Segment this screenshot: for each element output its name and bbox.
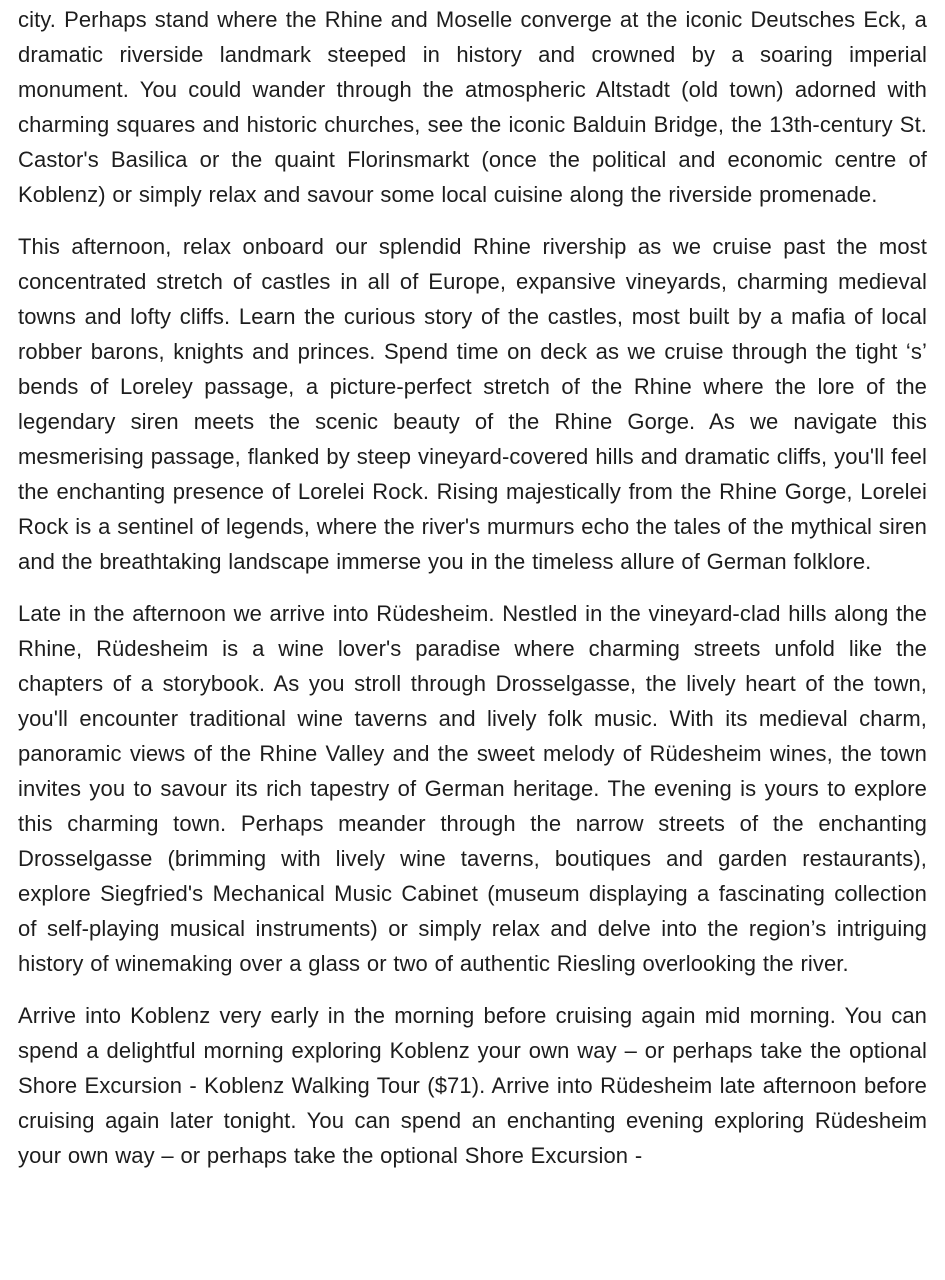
paragraph-koblenz-sights: city. Perhaps stand where the Rhine and Moselle converge at the iconic Deutsches Eck, a dramatic riverside landmark steeped in history and crowned by a soaring imperial monument. You could wander through the atmospheric Altstadt (old town) adorned with charming squares and historic churches, see the iconic Balduin Bridge, the 13th-century St. Castor's Basilica or the quaint Florinsmarkt (once the political and economic centre of Koblenz) or simply relax and savour some local cuisine along the riverside promenade. [18,7,927,207]
paragraph-rudesheim-evening: Late in the afternoon we arrive into Rüdesheim. Nestled in the vineyard-clad hills along the Rhine, Rüdesheim is a wine lover's paradise where charming streets unfold like the chapters of a storybook. As you stroll through Drosselgasse, the lively heart of the town, you'll encounter traditional wine taverns and lively folk music. With its medieval charm, panoramic views of the Rhine Valley and the sweet melody of Rüdesheim wines, the town invites you to savour its rich tapestry of German heritage. The evening is yours to explore this charming town. Perhaps meander through the narrow streets of the enchanting Drosselgasse (brimming with lively wine taverns, boutiques and garden restaurants), explore Siegfried's Mechanical Music Cabinet (museum displaying a fascinating collection of self-playing musical instruments) or simply relax and delve into the region’s intriguing history of winemaking over a glass or two of authentic Riesling overlooking the river. [18,601,927,976]
paragraph-rhine-cruise-loreley: This afternoon, relax onboard our splendid Rhine rivership as we cruise past the most concentrated stretch of castles in all of Europe, expansive vineyards, charming medieval towns and lofty cliffs. Learn the curious story of the castles, most built by a mafia of local robber barons, knights and princes. Spend time on deck as we cruise through the tight ‘s’ bends of Loreley passage, a picture-perfect stretch of the Rhine where the lore of the legendary siren meets the scenic beauty of the Rhine Gorge. As we navigate this mesmerising passage, flanked by steep vineyard-covered hills and dramatic cliffs, you'll feel the enchanting presence of Lorelei Rock. Rising majestically from the Rhine Gorge, Lorelei Rock is a sentinel of legends, where the river's murmurs echo the tales of the mythical siren and the breathtaking landscape immerse you in the timeless allure of German folklore. [18,234,927,574]
paragraph-itinerary-excursions: Arrive into Koblenz very early in the morning before cruising again mid morning. You can spend a delightful morning exploring Koblenz your own way – or perhaps take the optional Shore Excursion - Koblenz Walking Tour ($71). Arrive into Rüdesheim late afternoon before cruising again later tonight. You can spend an enchanting evening exploring Rüdesheim your own way – or perhaps take the optional Shore Excursion - [18,1003,927,1168]
